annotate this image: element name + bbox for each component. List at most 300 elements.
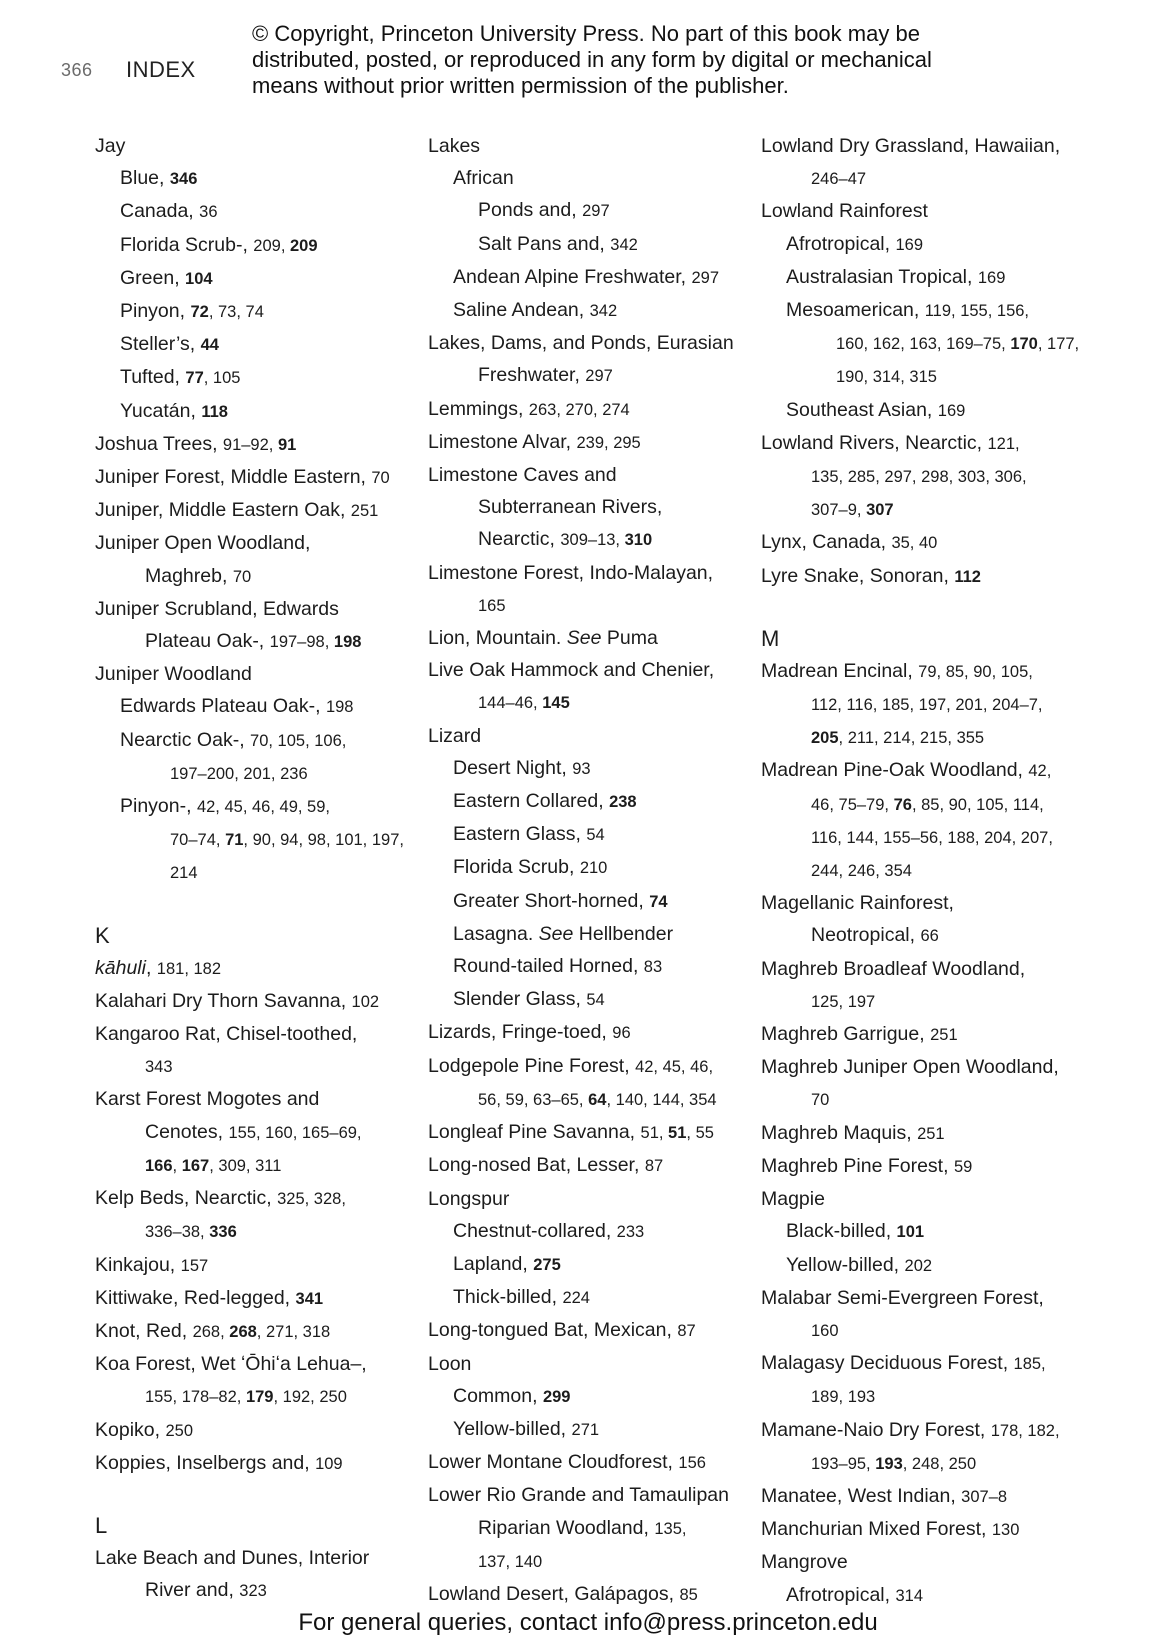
entry-text: Round-tailed Horned, bbox=[453, 955, 644, 978]
page-ref: 185, bbox=[1013, 1355, 1046, 1374]
index-entry bbox=[761, 1117, 1091, 1150]
page-ref-bold: 193 bbox=[875, 1454, 903, 1473]
page-ref-bold: 310 bbox=[624, 531, 653, 550]
entry-text: Kelp Beds, Nearctic, bbox=[95, 1187, 278, 1210]
index-entry bbox=[761, 1282, 1091, 1314]
index-entry bbox=[95, 1282, 425, 1315]
page-ref: 307–8 bbox=[961, 1487, 1008, 1506]
index-subentry bbox=[95, 229, 425, 262]
index-subentry bbox=[428, 785, 758, 818]
entry-text: Maghreb Pine Forest, bbox=[761, 1154, 954, 1177]
page-ref: 135, bbox=[654, 1519, 687, 1538]
page-ref: 314 bbox=[895, 1586, 923, 1605]
index-entry-continuation bbox=[428, 686, 758, 719]
page-ref: 246–47 bbox=[811, 170, 867, 189]
index-entry bbox=[95, 1182, 425, 1215]
entry-text: Southeast Asian, bbox=[786, 398, 938, 421]
entry-text: Ponds and, bbox=[478, 199, 583, 222]
page-ref: 165 bbox=[478, 596, 506, 615]
index-subentry bbox=[95, 328, 425, 361]
entry-text: Longleaf Pine Savanna, bbox=[428, 1121, 641, 1144]
index-entry bbox=[428, 426, 758, 459]
index-entry-continuation bbox=[95, 1574, 425, 1607]
index-entry bbox=[428, 654, 758, 686]
index-subentry bbox=[428, 1380, 758, 1413]
page-ref: 137, 140 bbox=[478, 1552, 543, 1571]
entry-text: Juniper, Middle Eastern Oak, bbox=[95, 499, 351, 522]
page-ref: 59 bbox=[953, 1157, 973, 1176]
index-letter-heading: L bbox=[95, 1512, 108, 1538]
entry-text: Lion, Mountain. bbox=[428, 627, 567, 650]
page-ref: 66 bbox=[920, 927, 939, 946]
entry-text: Saline Andean, bbox=[453, 299, 590, 322]
entry-text: Steller’s, bbox=[120, 333, 201, 356]
index-entry bbox=[761, 1546, 1091, 1578]
index-entry bbox=[761, 1150, 1091, 1183]
entry-text: Lower Montane Cloudforest, bbox=[428, 1451, 679, 1474]
index-entry-continuation bbox=[428, 1512, 758, 1545]
page-ref: 119, 155, 156, bbox=[924, 302, 1030, 321]
page-ref: , 309, 311 bbox=[209, 1156, 282, 1175]
page-ref-bold: 77 bbox=[185, 369, 204, 388]
copyright-line: distributed, posted, or reproduced in any form by digital or mechanical bbox=[252, 47, 932, 72]
page-ref: 93 bbox=[572, 759, 591, 778]
page-ref-bold: 104 bbox=[185, 269, 213, 288]
copyright-notice bbox=[252, 21, 972, 99]
page-ref-bold: 299 bbox=[542, 1387, 571, 1406]
index-entry bbox=[95, 1249, 425, 1282]
index-entry bbox=[95, 952, 425, 985]
index-entry-continuation bbox=[761, 788, 1091, 821]
index-entry bbox=[761, 427, 1091, 460]
page-ref: 70, 105, 106, bbox=[250, 731, 347, 750]
index-subentry bbox=[428, 983, 758, 1016]
page-ref: 209, bbox=[253, 236, 290, 255]
entry-text: Magellanic Rainforest, bbox=[761, 892, 954, 915]
page-ref: 116, 144, 155–56, 188, 204, 207, bbox=[811, 828, 1053, 847]
page-ref: 144–46, bbox=[478, 694, 543, 713]
page-ref: 297 bbox=[691, 268, 720, 287]
page-ref: 169 bbox=[977, 268, 1006, 287]
entry-text: Malabar Semi-Evergreen Forest, bbox=[761, 1286, 1044, 1309]
entry-text: Kinkajou, bbox=[95, 1253, 181, 1276]
entry-text: Puma bbox=[601, 627, 658, 650]
copyright-line: means without prior written permission of the publisher. bbox=[252, 73, 789, 98]
entry-text: Lasagna. bbox=[453, 922, 539, 945]
index-entry bbox=[428, 327, 758, 359]
index-subentry bbox=[428, 918, 758, 950]
page-ref: 160 bbox=[811, 1321, 839, 1340]
entry-text: Kangaroo Rat, Chisel-toothed, bbox=[95, 1023, 358, 1046]
index-entry bbox=[761, 1480, 1091, 1513]
page-ref: 70–74, bbox=[170, 831, 226, 850]
page-ref: 70 bbox=[371, 469, 390, 488]
page-ref: , 248, 250 bbox=[902, 1454, 977, 1473]
page-ref: , 73, 74 bbox=[208, 303, 264, 322]
index-entry bbox=[428, 557, 758, 589]
entry-text: Andean Alpine Freshwater, bbox=[453, 265, 692, 288]
index-entry bbox=[761, 1183, 1091, 1215]
index-entry bbox=[428, 1348, 758, 1380]
page-ref-bold: 51 bbox=[668, 1124, 687, 1143]
page-ref: 190, 314, 315 bbox=[836, 368, 937, 387]
page-ref: 189, 193 bbox=[811, 1388, 876, 1407]
index-entry-continuation bbox=[95, 1380, 425, 1413]
page-ref: 42, bbox=[1028, 762, 1052, 781]
entry-text: Afrotropical, bbox=[786, 1583, 896, 1606]
entry-text: Juniper Scrubland, Edwards bbox=[95, 597, 339, 620]
page-ref-bold: 170 bbox=[1010, 335, 1038, 354]
entry-text: Lizards, Fringe-toed, bbox=[428, 1021, 613, 1044]
index-entry bbox=[95, 1018, 425, 1050]
page-ref: 157 bbox=[180, 1256, 209, 1275]
entry-text: Green, bbox=[120, 266, 186, 289]
entry-text: Joshua Trees, bbox=[95, 432, 223, 455]
index-entry bbox=[95, 985, 425, 1018]
entry-text: Eastern Collared, bbox=[453, 790, 610, 813]
entry-text: Loon bbox=[428, 1352, 472, 1375]
page-ref: 102 bbox=[351, 992, 380, 1011]
page-ref: , 85, 90, 105, 114, bbox=[911, 795, 1044, 814]
entry-text: Neotropical, bbox=[811, 924, 921, 947]
index-entry bbox=[95, 1348, 425, 1380]
index-entry-continuation bbox=[761, 1314, 1091, 1347]
page-ref: 121, bbox=[987, 434, 1020, 453]
entry-text: Yellow-billed, bbox=[786, 1253, 905, 1276]
entry-text: Manchurian Mixed Forest, bbox=[761, 1518, 992, 1541]
index-subentry bbox=[95, 295, 425, 328]
index-subentry bbox=[428, 228, 758, 261]
index-entry bbox=[428, 1183, 758, 1215]
index-entry-continuation bbox=[428, 491, 758, 523]
page-ref: 244, 246, 354 bbox=[811, 862, 912, 881]
index-subentry bbox=[95, 395, 425, 428]
index-entry bbox=[428, 1578, 758, 1611]
index-subentry bbox=[428, 818, 758, 851]
page-ref-bold: 268 bbox=[229, 1322, 257, 1341]
page-ref: 70 bbox=[232, 567, 252, 586]
entry-text: Limestone Alvar, bbox=[428, 430, 577, 453]
index-entry-continuation bbox=[761, 854, 1091, 887]
index-subentry bbox=[761, 394, 1091, 427]
index-entry bbox=[428, 1116, 758, 1149]
index-subentry bbox=[95, 361, 425, 394]
entry-text: Hellbender bbox=[573, 922, 674, 945]
entry-text: River and, bbox=[145, 1579, 240, 1602]
entry-text: Florida Scrub-, bbox=[120, 233, 254, 256]
index-subentry bbox=[428, 162, 758, 194]
index-entry bbox=[95, 461, 425, 494]
page-ref: 297 bbox=[582, 202, 610, 221]
page-ref: 198 bbox=[325, 698, 354, 717]
index-entry bbox=[761, 655, 1091, 688]
index-entry bbox=[428, 459, 758, 491]
page-ref: 125, 197 bbox=[811, 992, 876, 1011]
page-ref: 309–13, bbox=[560, 531, 625, 550]
entry-text: Maghreb Maquis, bbox=[761, 1121, 918, 1144]
page-ref: 202 bbox=[904, 1256, 933, 1275]
page-ref: 70 bbox=[811, 1091, 830, 1110]
page-ref: 251 bbox=[917, 1124, 945, 1143]
page-ref: 79, 85, 90, 105, bbox=[918, 662, 1033, 681]
index-entry-continuation bbox=[95, 1215, 425, 1248]
page-ref-bold: 44 bbox=[200, 336, 219, 355]
index-entry bbox=[761, 130, 1091, 162]
entry-text: Mamane-Naio Dry Forest, bbox=[761, 1418, 991, 1441]
index-entry-continuation bbox=[761, 985, 1091, 1018]
entry-text: Magpie bbox=[761, 1188, 825, 1211]
entry-text: Yellow-billed, bbox=[453, 1417, 572, 1440]
index-entry bbox=[95, 130, 425, 162]
page-ref: 263, 270, 274 bbox=[528, 400, 630, 419]
page-ref: 83 bbox=[643, 958, 663, 977]
index-entry bbox=[428, 720, 758, 752]
index-subentry bbox=[95, 790, 425, 823]
index-entry-continuation bbox=[761, 1083, 1091, 1116]
index-entry-continuation bbox=[761, 721, 1091, 754]
index-column-1 bbox=[95, 130, 425, 1607]
page-ref: 271 bbox=[571, 1420, 600, 1439]
entry-text: Longspur bbox=[428, 1187, 510, 1210]
index-entry-continuation bbox=[95, 1149, 425, 1182]
entry-text: African bbox=[453, 167, 514, 190]
entry-text: Long-nosed Bat, Lesser, bbox=[428, 1154, 645, 1177]
entry-text: kāhuli bbox=[95, 956, 146, 979]
page-ref: , 177, bbox=[1037, 335, 1080, 354]
page-ref: 91–92, bbox=[222, 435, 278, 454]
entry-text: Kittiwake, Red-legged, bbox=[95, 1286, 296, 1309]
page-ref-bold: 91 bbox=[277, 435, 297, 454]
page-ref-bold: 64 bbox=[588, 1090, 607, 1109]
page-ref: 197–98, bbox=[269, 633, 334, 652]
index-entry-continuation bbox=[761, 1447, 1091, 1480]
index-entry-continuation bbox=[761, 1380, 1091, 1413]
index-entry bbox=[95, 1083, 425, 1115]
page-ref: 178, 182, bbox=[990, 1421, 1060, 1440]
page-ref: 87 bbox=[677, 1322, 696, 1341]
page-ref-bold: 275 bbox=[533, 1255, 561, 1274]
entry-text: Salt Pans and, bbox=[478, 232, 611, 255]
page-ref: 155, 160, 165–69, bbox=[228, 1123, 362, 1142]
page-ref: 87 bbox=[644, 1157, 664, 1176]
copyright-line: © Copyright, Princeton University Press. No part of this book may be bbox=[252, 21, 920, 46]
index-entry-continuation bbox=[95, 856, 425, 889]
page-number: 366 bbox=[61, 60, 93, 80]
entry-text: Tufted, bbox=[120, 366, 186, 389]
page-ref: 297 bbox=[585, 367, 613, 386]
index-subentry bbox=[95, 724, 425, 757]
page-ref: 135, 285, 297, 298, 303, 306, bbox=[811, 468, 1027, 487]
entry-text: Kopiko, bbox=[95, 1418, 166, 1441]
entry-text: Malagasy Deciduous Forest, bbox=[761, 1352, 1014, 1375]
index-entry bbox=[761, 754, 1091, 787]
index-entry bbox=[428, 1016, 758, 1049]
page-ref-bold: 101 bbox=[896, 1223, 925, 1242]
entry-text: Juniper Woodland bbox=[95, 663, 252, 686]
index-entry bbox=[428, 622, 758, 654]
entry-text: Maghreb, bbox=[145, 564, 233, 587]
index-entry bbox=[428, 393, 758, 426]
index-entry bbox=[95, 527, 425, 559]
entry-text: Subterranean Rivers, bbox=[478, 496, 663, 519]
entry-text: Nearctic, bbox=[478, 528, 561, 551]
page-ref: 250 bbox=[165, 1421, 193, 1440]
page-ref: 224 bbox=[562, 1289, 590, 1308]
page-ref: 54 bbox=[586, 991, 605, 1010]
entry-text: See bbox=[538, 922, 574, 945]
page-ref: 214 bbox=[170, 864, 198, 883]
index-subentry bbox=[95, 195, 425, 228]
running-head: INDEX bbox=[126, 57, 196, 82]
index-entry-continuation bbox=[95, 1116, 425, 1149]
entry-text: Juniper Forest, Middle Eastern, bbox=[95, 466, 372, 489]
page-ref-bold: 198 bbox=[333, 633, 362, 652]
entry-text: Lower Rio Grande and Tamaulipan bbox=[428, 1484, 729, 1507]
index-entry bbox=[95, 1447, 425, 1480]
page-ref: 35, 40 bbox=[891, 534, 938, 553]
entry-text: Juniper Open Woodland, bbox=[95, 532, 311, 555]
entry-text: Lizard bbox=[428, 724, 482, 747]
page-ref: 130 bbox=[991, 1521, 1020, 1540]
entry-text: Lowland Dry Grassland, Hawaiian, bbox=[761, 135, 1061, 157]
entry-text: Koa Forest, Wet ʻŌhiʻa Lehua–, bbox=[95, 1353, 367, 1376]
entry-text: Lynx, Canada, bbox=[761, 531, 892, 554]
page-ref-bold: 346 bbox=[169, 170, 198, 189]
page-ref: , 192, 250 bbox=[273, 1388, 347, 1407]
index-subentry bbox=[428, 294, 758, 327]
entry-text: Maghreb Juniper Open Woodland, bbox=[761, 1056, 1059, 1079]
page-ref: , 271, 318 bbox=[256, 1322, 331, 1341]
entry-text: Limestone Caves and bbox=[428, 464, 617, 487]
index-entry bbox=[428, 1446, 758, 1479]
index-entry bbox=[761, 887, 1091, 919]
index-subentry bbox=[428, 194, 758, 227]
page-ref-bold: 336 bbox=[209, 1223, 237, 1242]
index-subentry bbox=[428, 1248, 758, 1281]
index-entry bbox=[761, 1018, 1091, 1051]
entry-text: Nearctic Oak-, bbox=[120, 728, 251, 751]
index-entry bbox=[428, 1479, 758, 1511]
index-entry bbox=[761, 953, 1091, 985]
index-subentry bbox=[95, 162, 425, 195]
index-entry-continuation bbox=[761, 493, 1091, 526]
index-entry-continuation bbox=[761, 327, 1091, 360]
entry-text: Madrean Pine-Oak Woodland, bbox=[761, 759, 1029, 782]
page-ref: 112, 116, 185, 197, 201, 204–7, bbox=[811, 696, 1043, 715]
index-entry bbox=[95, 1414, 425, 1447]
entry-text: Canada, bbox=[120, 200, 200, 223]
index-entry bbox=[428, 1314, 758, 1347]
index-subentry bbox=[428, 1413, 758, 1446]
index-entry bbox=[428, 1149, 758, 1182]
page-ref: 85 bbox=[679, 1585, 698, 1604]
index-letter-heading: M bbox=[761, 625, 780, 651]
page-ref-bold: 112 bbox=[954, 567, 981, 586]
index-entry-continuation bbox=[428, 359, 758, 392]
index-entry bbox=[95, 593, 425, 625]
index-column-2 bbox=[428, 130, 758, 1611]
index-subentry bbox=[428, 261, 758, 294]
page-ref-bold: 71 bbox=[225, 831, 244, 850]
page-ref-bold: 145 bbox=[542, 694, 570, 713]
page-ref: 336–38, bbox=[145, 1223, 210, 1242]
page-ref-bold: 167 bbox=[181, 1156, 210, 1175]
index-entry bbox=[761, 1347, 1091, 1380]
page-ref-bold: 118 bbox=[201, 402, 228, 421]
page-ref: 109 bbox=[315, 1454, 343, 1473]
page-ref-bold: 74 bbox=[649, 892, 668, 911]
page-ref-bold: 209 bbox=[290, 236, 318, 255]
entry-text: Yucatán, bbox=[120, 399, 202, 422]
index-entry bbox=[761, 526, 1091, 559]
index-entry bbox=[761, 1414, 1091, 1447]
entry-text: Plateau Oak-, bbox=[145, 630, 270, 653]
entry-text: Thick-billed, bbox=[453, 1286, 563, 1309]
index-subentry bbox=[428, 950, 758, 983]
entry-text: Freshwater, bbox=[478, 364, 586, 387]
entry-text: See bbox=[566, 627, 602, 650]
index-entry-continuation bbox=[95, 625, 425, 658]
index-entry-continuation bbox=[428, 523, 758, 556]
index-subentry bbox=[95, 690, 425, 723]
page-ref-bold: 72 bbox=[190, 303, 209, 322]
entry-text: Kalahari Dry Thorn Savanna, bbox=[95, 989, 352, 1012]
entry-text: Chestnut-collared, bbox=[453, 1219, 617, 1242]
page-ref-bold: 205 bbox=[811, 729, 839, 748]
entry-text: , bbox=[145, 956, 157, 979]
entry-text: Edwards Plateau Oak-, bbox=[120, 695, 326, 718]
page-ref: , 90, 94, 98, 101, 197, bbox=[243, 831, 404, 850]
page-ref: 96 bbox=[612, 1024, 631, 1043]
page-ref: , 55 bbox=[686, 1124, 714, 1143]
entry-text: Lyre Snake, Sonoran, bbox=[761, 564, 955, 587]
page-ref: 42, 45, 46, 49, 59, bbox=[196, 798, 330, 817]
entry-text: Greater Short-horned, bbox=[453, 889, 650, 912]
page-ref: 156 bbox=[678, 1454, 706, 1473]
page-ref: , 211, 214, 215, 355 bbox=[838, 729, 985, 748]
page-ref: 46, 75–79, bbox=[811, 795, 894, 814]
entry-text: Koppies, Inselbergs and, bbox=[95, 1451, 316, 1474]
entry-text: Jay bbox=[95, 135, 126, 157]
entry-text: Lowland Rainforest bbox=[761, 200, 928, 223]
page-ref: 36 bbox=[199, 203, 218, 222]
index-entry bbox=[428, 1050, 758, 1083]
index-entry-continuation bbox=[761, 460, 1091, 493]
entry-text: Lemmings, bbox=[428, 397, 529, 420]
entry-text: Maghreb Garrigue, bbox=[761, 1023, 931, 1046]
page-ref: 42, 45, 46, bbox=[635, 1057, 714, 1076]
index-entry bbox=[761, 560, 1091, 593]
index-entry-continuation bbox=[428, 1083, 758, 1116]
entry-text: Long-tongued Bat, Mexican, bbox=[428, 1319, 678, 1342]
page-ref: 233 bbox=[616, 1222, 645, 1241]
page-ref: 251 bbox=[350, 502, 379, 521]
index-letter-heading: K bbox=[95, 922, 110, 948]
entry-text: Common, bbox=[453, 1384, 543, 1407]
index-entry bbox=[95, 428, 425, 461]
entry-text: Lowland Desert, Galápagos, bbox=[428, 1582, 680, 1605]
page-ref: 342 bbox=[610, 235, 638, 254]
index-subentry bbox=[428, 851, 758, 884]
page-ref-bold: 341 bbox=[295, 1289, 324, 1308]
entry-text: Karst Forest Mogotes and bbox=[95, 1088, 320, 1111]
page-ref: , bbox=[172, 1156, 182, 1175]
entry-text: Lodgepole Pine Forest, bbox=[428, 1054, 636, 1077]
page-ref: 51, bbox=[640, 1124, 669, 1143]
index-entry bbox=[428, 130, 758, 162]
entry-text: Black-billed, bbox=[786, 1220, 897, 1243]
index-subentry bbox=[428, 1281, 758, 1314]
